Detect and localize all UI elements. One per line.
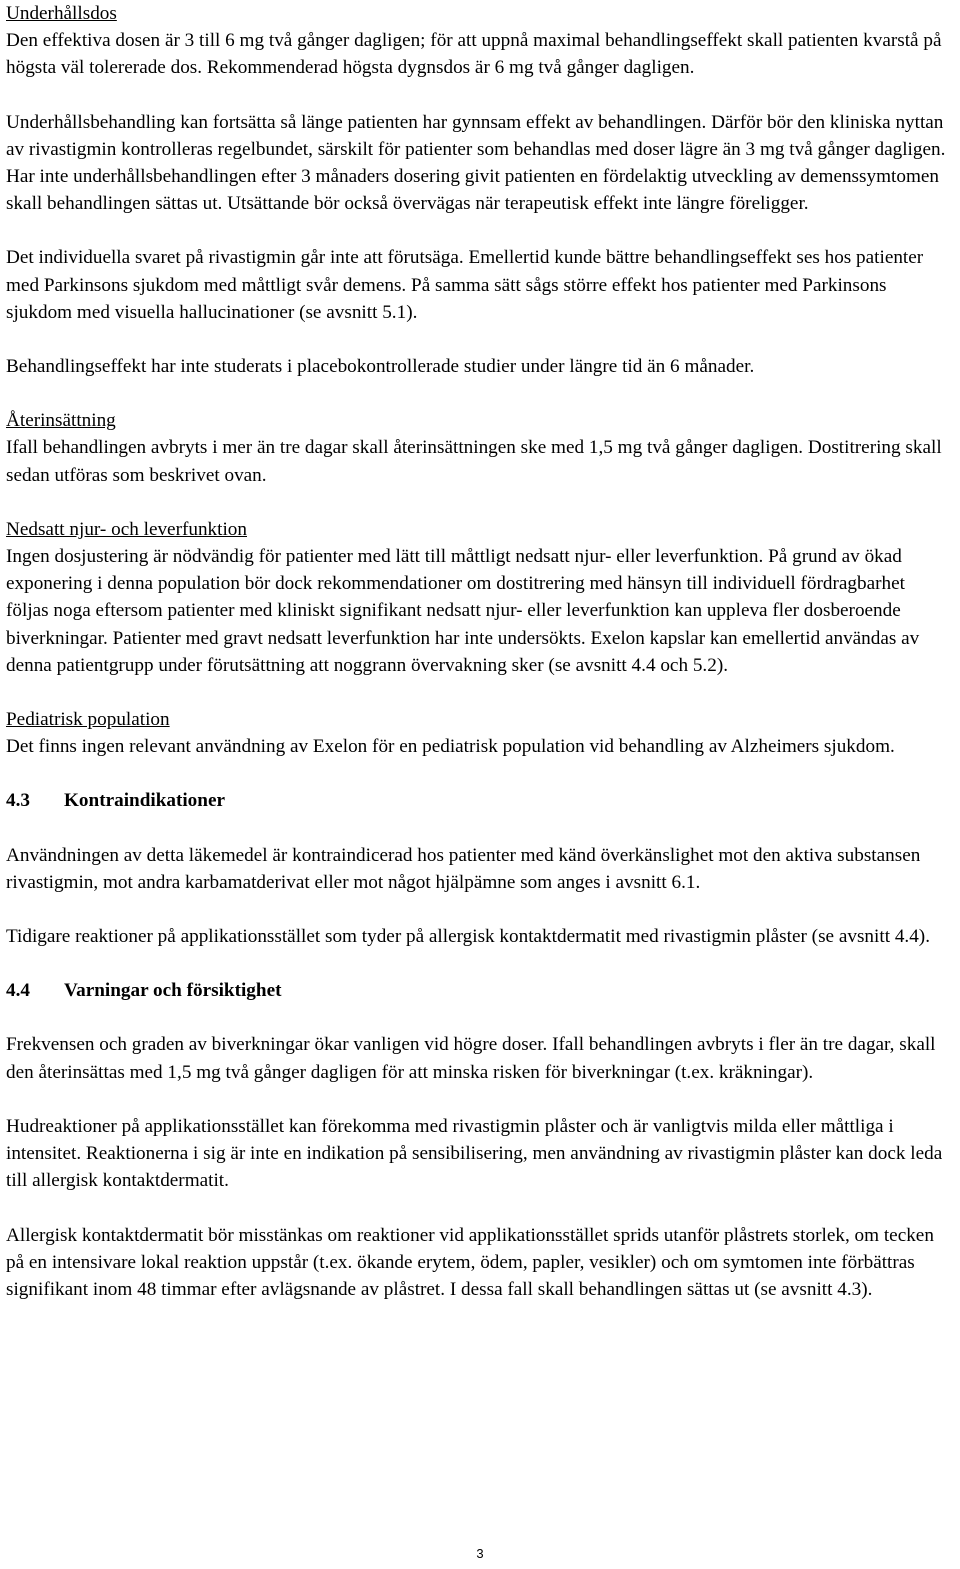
section-number: 4.4 — [6, 980, 30, 1002]
paragraph: Det finns ingen relevant användning av Exelon för en pediatrisk population vid behandling av Alzheimers sjukdom. — [6, 736, 895, 758]
nedsatt-block — [6, 516, 952, 679]
section-heading-4-4 — [6, 977, 952, 1004]
subheading-pediatrisk: Pediatrisk population — [6, 709, 170, 731]
paragraph: Ifall behandlingen avbryts i mer än tre dagar skall återinsättningen ske med 1,5 mg två gånger dagligen. Dostitrering skall sedan utföras som beskrivet ovan. — [6, 437, 942, 486]
section-number: 4.3 — [6, 790, 30, 812]
paragraph: Det individuella svaret på rivastigmin går inte att förutsäga. Emellertid kunde bättre behandlingseffekt ses hos patienter med Parkinsons sjukdom med måttligt svår demens. På samma sätt sågs större effekt hos patienter med Parkinsons sjukdom med visuella hallucinationer (se avsnitt 5.1). — [6, 247, 924, 323]
paragraph: Användningen av detta läkemedel är kontraindicerad hos patienter med känd överkänslighet mot den aktiva substansen rivastigmin, mot andra karbamatderivat eller mot något hjälpämne som anges i avsnitt 6.1. — [6, 844, 921, 893]
aterinsattning-block — [6, 407, 952, 489]
underhallsdos-block — [6, 0, 952, 82]
subheading-underhallsdos: Underhållsdos — [6, 3, 117, 24]
subheading-aterinsattning: Återinsättning — [6, 410, 116, 432]
paragraph: Frekvensen och graden av biverkningar ökar vanligen vid högre doser. Ifall behandlingen avbryts i fler än tre dagar, skall den återinsättas med 1,5 mg två gånger dagligen för att minska risken för biverkningar (t.ex. kräkningar). — [6, 1034, 936, 1083]
paragraph: Allergisk kontaktdermatit bör misstänkas om reaktioner vid applikationsstället sprids utanför plåstrets storlek, om tecken på en intensivare lokal reaktion uppstår (t.ex. ökande erytem, ödem, papler, vesikler) och om symtomen inte förbättras signifikant inom 48 timmar efter avlägsnande av plåstret. I dessa fall skall behandlingen sättas ut (se avsnitt 4.3). — [6, 1224, 934, 1300]
paragraph: Hudreaktioner på applikationsstället kan förekomma med rivastigmin plåster och är vanligtvis milda eller måttliga i intensitet. Reaktionerna i sig är inte en indikation på sensibilisering, men användning av rivastigmin plåster kan dock leda till allergisk kontaktdermatit. — [6, 1115, 943, 1192]
paragraph: Behandlingseffekt har inte studerats i placebokontrollerade studier under längre tid än 6 månader. — [6, 356, 755, 378]
section-heading-4-3 — [6, 787, 952, 814]
paragraph: Tidigare reaktioner på applikationsstället som tyder på allergisk kontaktdermatit med rivastigmin plåster (se avsnitt 4.4). — [6, 926, 930, 948]
page-number: 3 — [476, 1546, 484, 1561]
subheading-nedsatt: Nedsatt njur- och leverfunktion — [6, 518, 247, 540]
section-title: Kontraindikationer — [64, 790, 225, 812]
section-title: Varningar och försiktighet — [64, 980, 282, 1002]
paragraph: Den effektiva dosen är 3 till 6 mg två gånger dagligen; för att uppnå maximal behandlingseffekt skall patienten kvarstå på högsta väl tolererade dos. Rekommenderad högsta dygnsdos är 6 mg två gånger dagligen. — [6, 30, 942, 79]
pediatrisk-block — [6, 706, 952, 760]
paragraph: Ingen dosjustering är nödvändig för patienter med lätt till måttligt nedsatt njur- eller leverfunktion. På grund av ökad exponering i denna population bör dock rekommendationer om dostitrering med hänsyn till individuell fördragbarhet följas noga eftersom patienter med kliniskt signifikant nedsatt njur- eller leverfunktion kan uppleva fler dosberoende biverkningar. Patienter med gravt nedsatt leverfunktion har inte undersökts. Exelon kapslar kan emellertid användas av denna patientgrupp under förutsättning att noggrann övervakning sker (se avsnitt 4.4 och 5.2). — [6, 546, 920, 676]
paragraph: Underhållsbehandling kan fortsätta så länge patienten har gynnsam effekt av behandlingen. Därför bör den kliniska nyttan av rivastigmin kontrolleras regelbundet, särskilt för patienter som behandlas med doser lägre än 3 mg två gånger dagligen. Har inte underhållsbehandlingen efter 3 månaders dosering givit patienten en fördelaktig utveckling av demenssymtomen skall behandlingen sättas ut. Utsättande bör också övervägas när terapeutisk effekt inte längre föreligger. — [6, 111, 946, 215]
document-page — [6, 0, 952, 1303]
